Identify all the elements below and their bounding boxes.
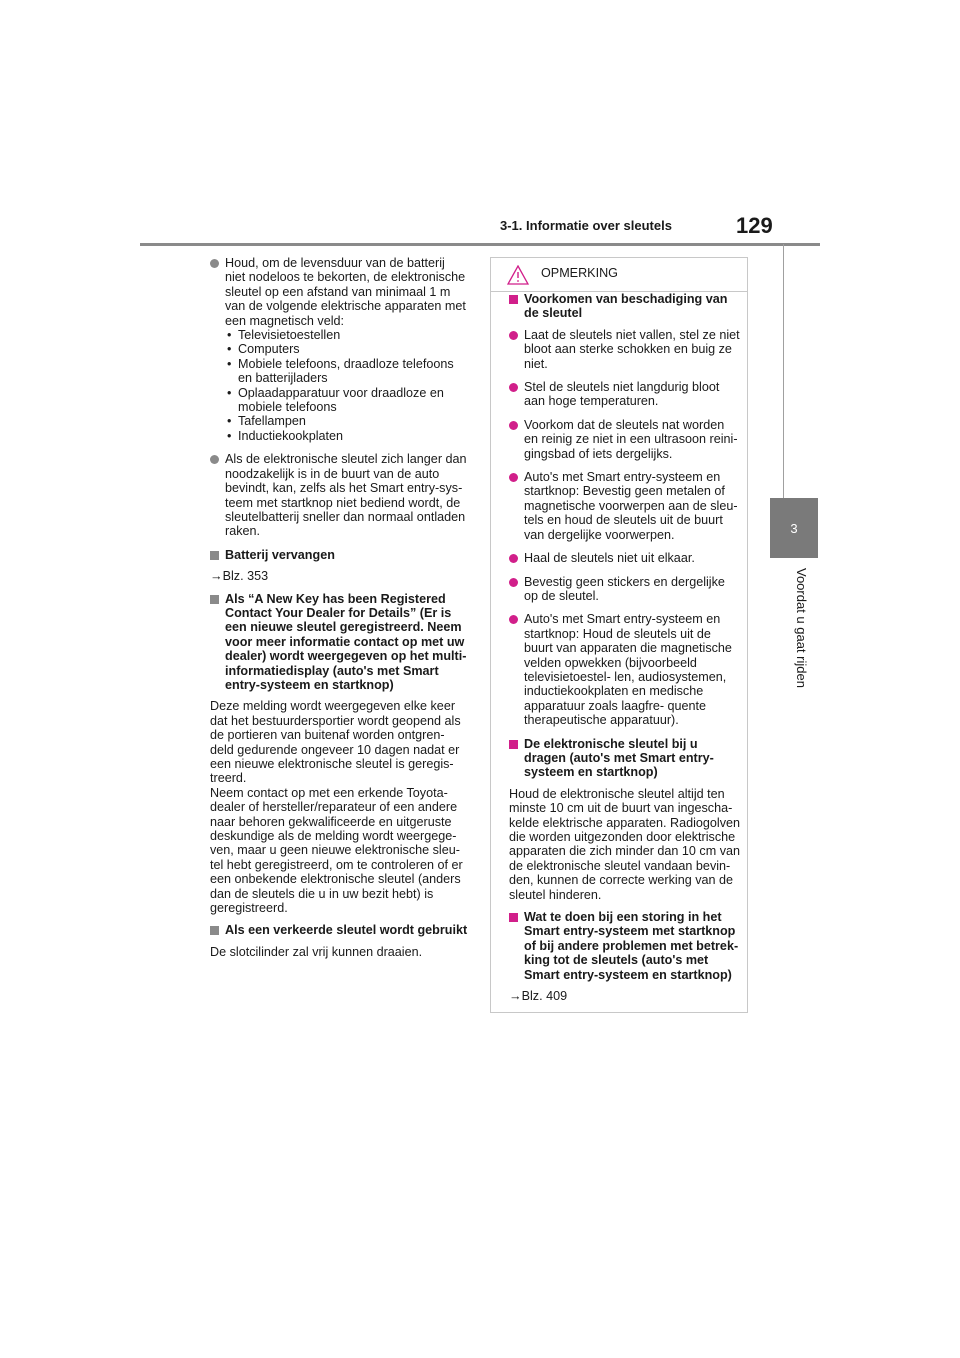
heading-malfunction — [509, 910, 741, 982]
heading-text: De elektronische sleutel bij u dragen (auto's met Smart entry-systeem en startknop) — [524, 736, 714, 780]
heading-text: Batterij vervangen — [225, 547, 335, 562]
device-list — [225, 328, 468, 443]
square-bullet-icon — [509, 295, 518, 304]
bullet-text: Auto's met Smart entry-systeem en startknop: Houd de sleutels uit de buurt van apparaten die magnetische velden opwekken (bijvoorbeeld televisietoestel- len, audiosystemen, inductiekookplaten en medische apparatuur zoals laagfre- quente therapeutische apparatuur). — [524, 612, 732, 728]
list-item: • Computers — [225, 342, 468, 356]
bullet-dot-icon — [509, 554, 518, 563]
heading-text: Voorkomen van beschadiging van de sleutel — [524, 292, 728, 321]
body-paragraph: Deze melding wordt weergegeven elke keer dat het bestuurdersportier wordt geopend als de portieren van buitenaf worden ontgren- deld gedurende ongeveer 10 dagen nadat er een nieuwe elektronische sleutel is geregis- treerd. — [210, 699, 461, 786]
heading-wrong-key — [210, 923, 468, 937]
notice-bullet — [509, 328, 741, 371]
heading-text: Als “A New Key has been Registered Contact Your Dealer for Details” (Er is een nieuwe sleutel geregistreerd. Neem voor meer informatie contact op met uw dealer) wordt weergegeven op het multi-informatiedisplay (auto's met Smart entry-systeem en startknop) — [225, 591, 467, 692]
bullet-dot-icon — [210, 455, 219, 464]
page-reference: →Blz. 409 — [509, 989, 568, 1004]
header-rule — [140, 243, 820, 246]
list-item: • Inductiekookplaten — [225, 429, 468, 443]
left-column — [210, 256, 468, 967]
chapter-number: 3 — [790, 520, 798, 536]
heading-text: Wat te doen bij een storing in het Smart entry-systeem met startknop of bij andere problemen met betrek- king tot de sleutels (auto's met Smart entry-systeem en startknop) — [524, 910, 739, 982]
bullet-text: Auto's met Smart entry-systeem en startknop: Bevestig geen metalen of magnetische voorwerpen aan de sleu- tels en houd de sleutels uit de buurt van dergelijke voorwerpen. — [524, 470, 738, 542]
bullet-text: Houd, om de levensduur van de batterij niet nodeloos te bekorten, de elektronische sleutel op een afstand van minimaal 1 m van de volgende elektrische apparaten met een magnetisch veld: — [225, 256, 466, 328]
bullet-dot-icon — [210, 259, 219, 268]
notice-bullet — [509, 551, 741, 565]
chapter-label: Voordat u gaat rijden — [794, 568, 809, 688]
warning-icon — [507, 265, 529, 285]
bullet-dot-icon — [509, 473, 518, 482]
page-reference: →Blz. 353 — [210, 569, 269, 584]
heading-battery-replace — [210, 548, 468, 562]
body-paragraph: Neem contact op met een erkende Toyota- dealer of hersteller/reparateur of een andere naar behoren gekwalificeerde en uitgeruste deskundige als de melding wordt weergege- ven, maar u geen nieuwe elektronische sleu- tel hebt geregistreerd, om te controleren of er een onbekende elektronische sleutel (anders dan de sleutels die u in uw bezit hebt) is geregistreerd. — [210, 785, 463, 916]
square-bullet-icon — [509, 740, 518, 749]
list-item: • Televisietoestellen — [225, 328, 468, 342]
square-bullet-icon — [210, 551, 219, 560]
list-item: • Oplaadapparatuur voor draadloze en mobiele telefoons — [225, 386, 468, 415]
notice-bullet — [509, 470, 741, 542]
list-item: • Tafellampen — [225, 414, 468, 428]
bullet-dot-icon — [509, 578, 518, 587]
page-number: 129 — [736, 213, 773, 238]
body-paragraph: De slotcilinder zal vrij kunnen draaien. — [210, 944, 423, 959]
notice-content — [509, 292, 741, 1011]
heading-text: Als een verkeerde sleutel wordt gebruikt — [225, 923, 468, 938]
square-bullet-icon — [210, 595, 219, 604]
bullet-dot-icon — [509, 383, 518, 392]
bullet-text: Voorkom dat de sleutels nat worden en reinig ze niet in een ultrasoon reini- gingsbad of iets dergelijks. — [524, 417, 738, 461]
square-bullet-icon — [210, 926, 219, 935]
list-item: • Mobiele telefoons, draadloze telefoons en batterijladers — [225, 357, 468, 386]
bullet-battery-drain — [210, 452, 468, 538]
square-bullet-icon — [509, 913, 518, 922]
bullet-dot-icon — [509, 615, 518, 624]
heading-key-damage — [509, 292, 741, 321]
heading-carry-key — [509, 737, 741, 780]
heading-new-key — [210, 592, 468, 693]
notice-bullet — [509, 418, 741, 461]
notice-title: OPMERKING — [541, 266, 618, 280]
bullet-text: Als de elektronische sleutel zich langer dan noodzakelijk is in de buurt van de auto bevindt, kan, zelfs als het Smart entry-sys- teem met startknop niet bediend wordt, de sleutelbatterij sneller dan normaal ontladen raken. — [225, 452, 467, 539]
notice-bullet — [509, 380, 741, 409]
sidebar-divider — [783, 244, 784, 498]
bullet-text: Haal de sleutels niet uit elkaar. — [524, 551, 695, 566]
notice-bullet — [509, 612, 741, 727]
body-paragraph: Houd de elektronische sleutel altijd ten minste 10 cm uit de buurt van ingescha- kelde elektrische apparaten. Radiogolven die worden uitgezonden door elektrische apparaten die zich minder dan 10 cm van de elektronische sleutel vandaan bevin- den, kunnen de correcte werking van de sleutel hinderen. — [509, 786, 741, 902]
bullet-text: Laat de sleutels niet vallen, stel ze niet bloot aan sterke schokken en buig ze niet. — [524, 327, 740, 371]
bullet-dot-icon — [509, 331, 518, 340]
header-section-title: 3-1. Informatie over sleutels — [500, 218, 672, 233]
bullet-text: Bevestig geen stickers en dergelijke op de sleutel. — [524, 574, 725, 603]
bullet-dot-icon — [509, 421, 518, 430]
chapter-tab — [770, 498, 818, 558]
bullet-battery-life — [210, 256, 468, 443]
notice-bullet — [509, 575, 741, 604]
notice-header — [491, 258, 747, 292]
bullet-text: Stel de sleutels niet langdurig bloot aan hoge temperaturen. — [524, 380, 720, 409]
